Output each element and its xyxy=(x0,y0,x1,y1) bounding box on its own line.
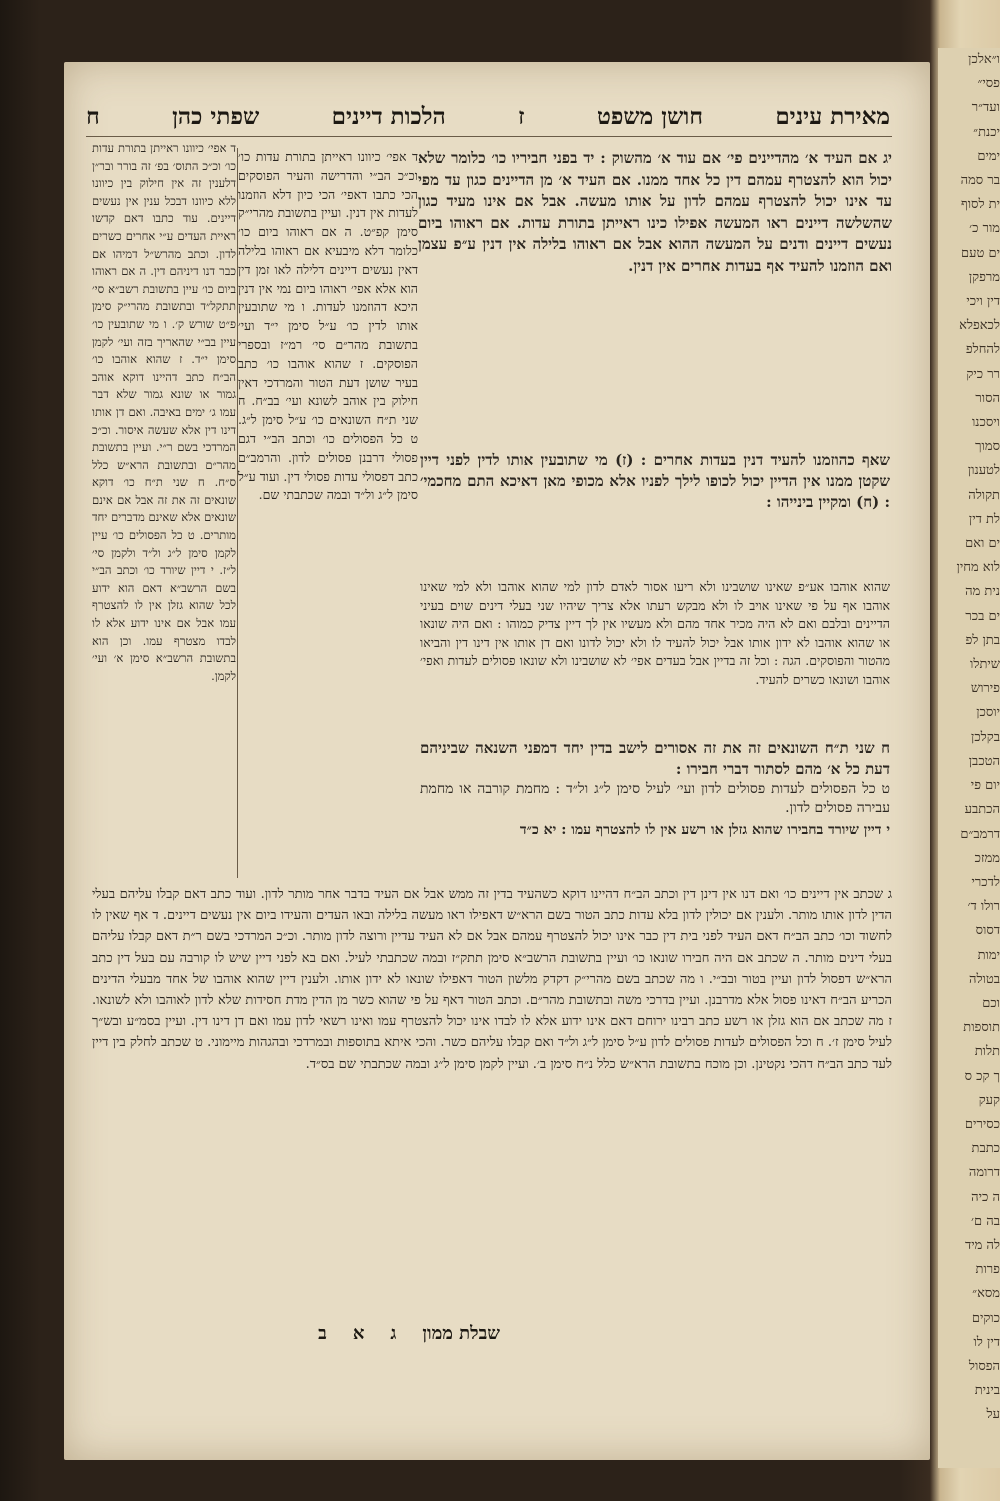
main-text-6: י דיין שיורד בחבירו שהוא גזלן או רשע אין לו להצטרף עמו : יא כ״ד xyxy=(519,822,890,838)
adjacent-page-line: ימים xyxy=(977,148,1000,164)
adjacent-page-line: יום פי xyxy=(970,778,1000,794)
running-header xyxy=(86,98,890,134)
adjacent-page-line: הפסול xyxy=(968,1358,1000,1374)
column-rule xyxy=(237,148,238,878)
adjacent-page-line: מסא״ xyxy=(972,1286,1000,1302)
adjacent-page-line: נית מה xyxy=(965,584,1000,600)
adjacent-page-line: ים ואם xyxy=(965,536,1000,552)
adjacent-page-line: לטענון xyxy=(967,463,1000,479)
main-text-4: ח שני ת״ח השונאים זה את זה אסורים לישב בדין יחד דמפני השנאה שביניהם דעת כל א׳ מהם לסתור דברי חבירו : xyxy=(420,739,890,778)
main-text-1: יג אם העיד א׳ מהדיינים פי׳ אם עוד א׳ מהשוק : יד בפני חביריו כו׳ כלומר שלא יכול הוא להצטרף עמהם דין כל אחד ממנו. אם העיד א׳ מן הדיינים כגון עד מפי עד אינו יכול להצטרף עמהם לדון על אותו מעשה. אבל אם אינו מעיד כגון שהשלשה דיינים ראו המעשה אפילו כינו ראייתן בתורת עדות. אם ראוהו ביום נעשים דיינים ודנים על המעשה ההוא אבל אם ראוהו בלילה אין דנין ע״פ עצמן ואם הוזמנו להעיד אף בעדות אחרים אין דנין. xyxy=(418,149,892,275)
adjacent-page-fragment xyxy=(938,48,1000,1468)
adjacent-page-line: שיתלו xyxy=(970,657,1000,673)
adjacent-page-line: דין לו xyxy=(973,1334,1000,1350)
main-text-2: שאף כהוזמנו להעיד דנין בעדות אחרים : (ז) מי שתובעין אותו לדין לפני דיין שקטן ממנו אין הדיין יכול לכופו לילך לפניו אלא מכופי מאן דאיכא התם מחכמי׳ : (ח) ומקיין בינייהו : xyxy=(420,451,890,511)
adjacent-page-line: לת דין xyxy=(968,511,1000,527)
adjacent-page-line: לכאפלא xyxy=(959,318,1000,334)
adjacent-page-line: תוספות xyxy=(963,1020,1000,1036)
commentary-text: ד אפי׳ כיוונו ראייתן בתורת עדות כו׳ וכ״כ התוס׳ בפ׳ זה בורר ובר״ן דלענין זה אין חילוק בין כיוונו ללא כיוונו דבכל ענין אין נעשים דיינים. עוד כתבו דאם קדשו ראיית העדים ע״י אחרים כשרים לדון. וכתב מהרש״ל דמיהו אם כבר דנו דיניהם דין. ה אם ראוהו ביום כו׳ עיין בתשובת רשב״א סי׳ תתקל״ד ובתשובת מהרי״ק סימן פ״ט שורש ק׳. ו מי שתובעין כו׳ עיין בב״י שהאריך בזה ועי׳ לקמן סימן י״ד. ז שהוא אוהבו כו׳ הב״ח כתב דהיינו דוקא אוהב גמור או שונא גמור שלא דבר עמו ג׳ ימים באיבה. ואם דן אותו דינו דין אלא שעשה איסור. וכ״כ המרדכי בשם ר״י. ועיין בתשובת מהר״ם ובתשובת הרא״ש כלל ס״ח. ח שני ת״ח כו׳ דוקא שונאים זה את זה אבל אם אינם שונאים אלא שאינם מדברים יחד מותרים. ט כל הפסולים כו׳ עיין לקמן סימן ל״ג ול״ד ולקמן סי׳ ל״ז. י דיין שיורד כו׳ וכתב הב״י בשם הרשב״א דאם הוא ידוע לכל שהוא גזלן אין לו להצטרף עמו אבל אם אינו ידוע אלא לו לבדו מצטרף עמו. וכן הוא בתשובת הרשב״א סימן א׳ ועי׳ לקמן. xyxy=(92,141,236,683)
adjacent-page-line: בטולה xyxy=(968,971,1000,987)
header-item: ז xyxy=(518,102,525,130)
main-text-5: ט כל הפסולים לעדות פסולים לדון ועי׳ לעיל סימן ל״ג ול״ד : מחמת קורבה או מחמת עבירה פסולים לדון. xyxy=(420,781,890,816)
bottom-commentary-block xyxy=(92,884,892,1322)
adjacent-page-line: ית לסוף xyxy=(960,197,1000,213)
main-text-block xyxy=(420,780,890,820)
adjacent-page-line: כתבת xyxy=(971,1141,1000,1157)
adjacent-page-line: סמוך xyxy=(975,439,1000,455)
adjacent-page-line: מרפקן xyxy=(968,269,1000,285)
header-item: חושן משפט xyxy=(596,102,703,130)
adjacent-page-line: וכם xyxy=(982,995,1000,1011)
adjacent-page-line: ויסכנו xyxy=(971,415,1000,431)
signature-mark: ב xyxy=(318,1322,327,1344)
adjacent-page-line: בר סמה xyxy=(960,173,1000,189)
main-text-block xyxy=(418,148,892,450)
adjacent-page-line: יכנת״ xyxy=(973,124,1000,140)
adjacent-page-line: כסירים xyxy=(964,1116,1000,1132)
adjacent-page-line: ועד״ר xyxy=(971,100,1000,116)
adjacent-page-line: ך קכ ס xyxy=(964,1068,1000,1084)
header-item: מאירת עינים xyxy=(775,102,890,130)
commentary-text: ד אפי׳ כיוונו ראייתן בתורת עדות כו׳ וכ״כ הב״י והדרישה והעיר הפוסקים הכי כתבו דאפי׳ הכי כיון דלא הוזמנו לעדות אין דנין. ועיין בתשובת מהרי״ק סימן קפ״ט. ה אם ראוהו ביום כו׳ כלומר דלא מיבעיא אם ראוהו בלילה דאין נעשים דיינים דלילה לאו זמן דין הוא אלא אפי׳ ראוהו ביום נמי אין דנין היכא דהוזמנו לעדות. ו מי שתובעין אותו לדין כו׳ ע״ל סימן י״ד ועי׳ בתשובת מהר״ם סי׳ רמ״ז ובספרי הפוסקים. ז שהוא אוהבו כו׳ כתב בעיר שושן דעת הטור והמרדכי דאין חילוק בין אוהב לשונא ועי׳ בב״ח. ח שני ת״ח השונאים כו׳ ע״ל סימן ל״ג. ט כל הפסולים כו׳ וכתב הב״י דגם פסולי דרבנן פסולים לדון. והרמב״ם כתב דפסולי עדות פסולי דין. ועוד ע״ל סימן ל״ג ול״ד ובמה שכתבתי שם. xyxy=(238,149,418,503)
adjacent-page-line: פסי״ xyxy=(977,76,1000,92)
adjacent-page-line: הטכבן xyxy=(968,753,1000,769)
commentary-text: ג שכתב אין דיינים כו׳ ואם דנו אין דינן דין וכתב הב״ח דהיינו דוקא כשהעיד בדין זה ממש אבל אם העיד בדבר אחר מותר לדון. ועוד כתב דאם קבלו עליהם בעלי הדין לדון אותו מותר. ולענין אם יכולין לדון בלא עדות כתב הטור בשם הרא״ש דאפילו ראו מעשה בלילה ובאו העדים והעידו ביום אין נעשים דיינים. ד אף שאין לו לחשוד וכו׳ כתב הב״ח דאם העיד לפני בית דין כבר אינו יכול להצטרף עמהם אבל אם לא העיד עדיין ורוצה לדון מותר. וכ״כ המרדכי בשם ר״ת דאם קבלו עליהם בעלי דינים מותר. ה שכתב אם היה חבירו שונאו כו׳ ועיין בתשובת הרשב״א סימן תתק״ז ובמה שכתבתי לעיל. ואם בא לפני דיין שיש לו קורבה עם בעל דין כתב הרא״ש דפסול לדון ועיין בטור ובב״י. ו מה שכתב בשם מהרי״ק דקדק מלשון הטור דאפילו שונאו לא ידון אותו. ולענין דיין שהוא אוהבו של אחד מבעלי הדינים הכריע הב״ח דאינו פסול אלא מדרבנן. ועיין בדרכי משה ובתשובת מהר״ם. וכתב הטור דאף על פי שהוא כשר מן הדין מדת חסידות שלא לדון לאוהבו ולא לשונאו. ז מה שכתב אם הוא גזלן או רשע כתב רבינו ירוחם דאם אינו ידוע אלא לו לבדו אינו יכול להצטרף עמו ואינו רשאי לדון עמו ואם דן דינו דין. ועיין בסמ״ע ובש״ך לעיל סימן ז׳. ח וכל הפסולים לעדות פסולים לדון ע״ל סימן ל״ג ול״ד ואם קבלו עליהם כשר. והכי איתא בתוספות ובמרדכי ובהגהות מיימוני. ט שכתב לחלק בין דיין לעד כתב הב״ח דהכי נקטינן. וכן מוכח בתשובת הרא״ש כלל נ״ח סימן ב׳. ועיין לקמן סימן ל״ג ובמה שכתבתי שם בס״ד. xyxy=(92,887,892,1072)
commentary-column-left xyxy=(92,140,236,900)
adjacent-page-line: דין ויכי xyxy=(966,294,1000,310)
adjacent-page-line: ים בכר xyxy=(965,608,1000,624)
adjacent-page-line: ו״אלכן xyxy=(968,52,1000,67)
adjacent-page-line: תקולה xyxy=(968,487,1000,503)
main-text-block xyxy=(420,738,890,780)
main-text-block xyxy=(420,450,890,578)
adjacent-page-line: רר כיק xyxy=(966,366,1000,382)
adjacent-page-line: להחלפ xyxy=(965,342,1000,358)
adjacent-page-line: מור כ׳ xyxy=(969,221,1000,237)
header-item: הלכות דיינים xyxy=(331,102,446,130)
adjacent-page-line: ים טעם xyxy=(961,245,1000,261)
commentary-column-middle xyxy=(238,148,418,868)
adjacent-page-line: הכתבע xyxy=(964,802,1000,818)
adjacent-page-line: לוא מחין xyxy=(956,560,1000,576)
adjacent-page-line: כוקים xyxy=(971,1310,1000,1326)
signature-mark: ג xyxy=(390,1322,397,1344)
adjacent-page-line: רולו ד׳ xyxy=(967,899,1000,915)
adjacent-page-line: דרומה xyxy=(968,1165,1000,1181)
catchword: שבלת ממון xyxy=(422,1322,500,1344)
adjacent-page-line: דסוס xyxy=(975,923,1000,939)
adjacent-page-line: בינית xyxy=(974,1383,1000,1399)
adjacent-page-line: בקלכן xyxy=(971,729,1000,745)
page-footer xyxy=(240,1318,500,1348)
adjacent-page-line: הסור xyxy=(975,390,1000,406)
adjacent-page-line: ה כיה xyxy=(971,1189,1000,1205)
adjacent-page-line: לדכרי xyxy=(971,874,1000,890)
main-text-3: שהוא אוהבו אע״פ שאינו שושבינו ולא ריעו אסור לאדם לדון למי שהוא אוהבו ולא למי שאינו אוהבו אף על פי שאינו אויב לו ולא מבקש רעתו אלא צריך שיהיו שני בעלי דינים שוים בעיני הדיינים ובלבם ואם לא היה מכיר אחד מהם ולא מעשיו אין לך דיין צדיק כמוהו : ואם היה שונאו או שהוא אוהבו לא ידון אותו אבל יכול להעיד לו ולא יכול לדונו ואם דן אותו אין דינו דין והביאו מהטור והפוסקים. הגה : וכל זה בדיין אבל בעדים אפי׳ לא שושבינו ולא שונאו פסולים לעדות ואפי׳ אוהבו ושונאו כשרים להעיד. xyxy=(420,579,890,687)
signature-mark: א xyxy=(352,1322,365,1344)
main-text-block xyxy=(420,578,890,738)
main-text-block xyxy=(420,820,890,884)
adjacent-page-line: פירוש xyxy=(970,681,1000,697)
header-item: ח xyxy=(86,102,100,130)
header-item: שפתי כהן xyxy=(172,102,260,130)
adjacent-page-line: קעק xyxy=(978,1092,1000,1108)
adjacent-page-line: תלות xyxy=(974,1044,1000,1060)
adjacent-page-line: ממזכ xyxy=(974,850,1000,866)
adjacent-page-line: פרות xyxy=(975,1262,1000,1278)
adjacent-page-line: על xyxy=(986,1407,1000,1423)
adjacent-page-line: יוסכן xyxy=(976,705,1000,721)
adjacent-page-line: לה מיד xyxy=(964,1237,1000,1253)
adjacent-page-line: בה ם׳ xyxy=(971,1213,1000,1229)
adjacent-page-line: בתן לפ xyxy=(965,632,1000,648)
adjacent-page-line: דרמב״ם xyxy=(960,826,1000,842)
header-rule xyxy=(86,136,892,137)
adjacent-page-line: ימות xyxy=(977,947,1000,963)
